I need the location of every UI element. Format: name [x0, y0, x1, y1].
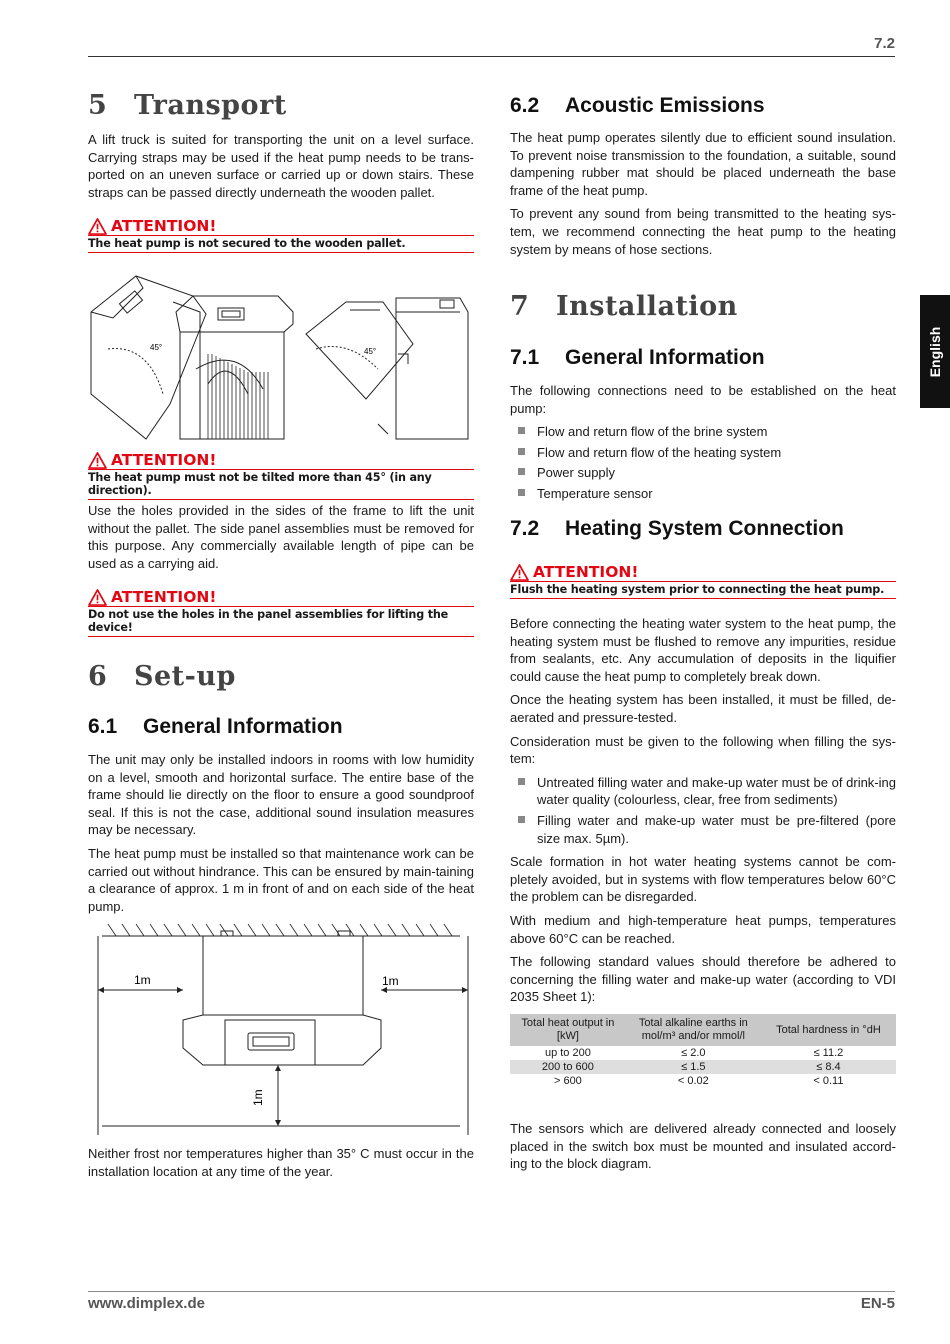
list-item: Temperature sensor [510, 485, 896, 503]
section-number: 7.2 [510, 517, 540, 540]
attention-box-2 [88, 451, 474, 500]
clearance-illustration [88, 920, 474, 1135]
footer-page-number: EN-5 [860, 1295, 895, 1312]
attention-text: The heat pump must not be tilted more than 45° (in any direction). [88, 471, 432, 497]
column-header: Total alkaline earths in mol/m³ and/or mmol/l [626, 1014, 761, 1046]
list-item: Power supply [510, 464, 896, 482]
warning-icon [88, 452, 107, 469]
paragraph: The unit may only be installed indoors in rooms with low humidity on a level, smooth and horizontal surface. The entire base of the frame should lie directly on the floor to ensure a good soundproof seal. If this is not the case, additional sound insulation measures may be necessary. [88, 752, 474, 838]
table-cell: < 0.02 [677, 1075, 709, 1087]
table-cell: ≤ 11.2 [813, 1047, 844, 1059]
footer-url[interactable]: www.dimplex.de [88, 1295, 205, 1312]
attention-text: Do not use the holes in the panel assemblies for lifting the device! [88, 608, 449, 634]
attention-box-1 [88, 217, 474, 253]
attention-label: ATTENTION! [111, 217, 217, 235]
list-item: Filling water and make-up water must be pre-filtered (pore size max. 5µm). [510, 812, 896, 847]
paragraph: The sensors which are delivered already connected and loosely placed in the switch box must be mounted and insulated accord-ing to the block diagram. [510, 1121, 896, 1172]
section-7-heading [510, 291, 896, 322]
section-number: 6.2 [510, 94, 540, 117]
list-item: Flow and return flow of the heating system [510, 444, 896, 462]
paragraph: With medium and high-temperature heat pumps, temperatures above 60°C can be reached. [510, 912, 896, 946]
header-rule [88, 56, 895, 57]
section-title: Heating System Connection [565, 517, 844, 540]
paragraph: Consideration must be given to the following when filling the sys-tem: [510, 733, 896, 767]
table-row [510, 1060, 896, 1074]
attention-text: The heat pump is not secured to the wooden pallet. [88, 237, 406, 250]
paragraph: A lift truck is suited for transporting the unit on a level surface. Carrying straps may be used if the heat pump needs to be trans-ported on an uneven surface or carried up or down stairs. These straps can be passed directly underneath the wooden pallet. [88, 132, 474, 200]
table-row [510, 1046, 896, 1060]
paragraph: To prevent any sound from being transmitted to the heating sys-tem, we recommend connecting the heat pump to the heating system by means of hose sections. [510, 206, 896, 257]
warning-icon [88, 589, 107, 606]
table-row [510, 1074, 896, 1088]
section-title: Acoustic Emissions [565, 94, 765, 117]
table-cell: > 600 [553, 1075, 582, 1087]
paragraph: The heat pump must be installed so that maintenance work can be carried out without hindrance. This can be ensured by main-taining a clearance of approx. 1 m in front of and on each side of the heat pump. [88, 845, 474, 914]
column-header: Total hardness in °dH [761, 1014, 896, 1046]
paragraph: Once the heating system has been installed, it must be filled, de-aerated and pressure-tested. [510, 692, 896, 725]
section-title: Set-up [134, 661, 236, 692]
bullet-icon [518, 427, 525, 434]
clearance-diagram [88, 920, 474, 1135]
page-number: 7.2 [874, 35, 895, 52]
attention-label: ATTENTION! [111, 588, 217, 606]
dimension-left: 1m [134, 973, 151, 987]
lifting-text [88, 502, 474, 578]
language-tab-label: English [927, 326, 943, 377]
section-title: Installation [556, 291, 738, 322]
bullet-icon [518, 778, 525, 785]
section-number: 6 [88, 661, 108, 692]
section-title: General Information [565, 346, 765, 369]
bullet-icon [518, 448, 525, 455]
list-item: Flow and return flow of the brine system [510, 423, 896, 441]
table-cell: ≤ 1.5 [626, 1060, 761, 1074]
table-cell: ≤ 8.4 [761, 1060, 896, 1074]
attention-text: Flush the heating system prior to connecting the heat pump. [510, 583, 885, 596]
section-number: 6.1 [88, 715, 118, 738]
heating-connection-text [510, 615, 896, 1012]
table-cell: < 0.11 [813, 1075, 844, 1087]
section-number: 7.1 [510, 346, 540, 369]
attention-label: ATTENTION! [533, 563, 639, 581]
paragraph: The following connections need to be established on the heat pump: [510, 383, 896, 416]
tilt-illustration [88, 274, 474, 444]
language-tab[interactable] [920, 295, 950, 408]
section-title: Transport [134, 90, 287, 121]
section-7-2-heading [510, 517, 896, 541]
list-item: Untreated filling water and make-up water must be of drink-ing water quality (colourless, clear, free from sediments) [510, 774, 896, 809]
table-header-row [510, 1014, 896, 1046]
paragraph: Neither frost nor temperatures higher than 35° C must occur in the installation location at any time of the year. [88, 1146, 474, 1179]
bullet-icon [518, 816, 525, 823]
warning-icon [88, 218, 107, 235]
transport-text [88, 131, 474, 207]
attention-box-3 [88, 588, 474, 637]
section-6-heading [88, 661, 474, 692]
attention-label: ATTENTION! [111, 451, 217, 469]
column-header: Total heat output in [kW] [510, 1014, 626, 1046]
warning-icon [510, 564, 529, 581]
acoustic-text [510, 129, 896, 264]
section-6-1-heading [88, 715, 474, 739]
paragraph: The heat pump operates silently due to efficient sound insulation. To prevent noise transmission to the foundation, a suitable, sound dampening rubber mat should be placed underneath the base frame of the heat pump. [510, 130, 896, 198]
section-number: 7 [510, 291, 530, 322]
setup-text [88, 751, 474, 921]
table-cell: ≤ 2.0 [681, 1047, 706, 1059]
attention-box-4 [510, 563, 896, 599]
paragraph: Before connecting the heating water system to the heat pump, the heating system must be flushed to remove any impurities, residue from sealants, etc. Any accumulation of deposits in the liquifier could cause the heat pump to completely break down. [510, 616, 896, 684]
filling-list [510, 774, 896, 847]
paragraph: Scale formation in hot water heating systems cannot be com-pletely avoided, but in systems with flow temperatures below 60°C the problem can be disregarded. [510, 854, 896, 905]
section-number: 5 [88, 90, 108, 121]
sensors-text [510, 1120, 896, 1179]
tilt-diagram [88, 274, 474, 444]
section-6-2-heading [510, 94, 896, 118]
paragraph: The following standard values should therefore be adhered to concerning the filling water and make-up water (according to VDI 2035 Sheet 1): [510, 954, 896, 1005]
dimension-right: 1m [382, 974, 399, 988]
dimension-front: 1m [251, 1089, 265, 1106]
section-title: General Information [143, 715, 343, 738]
frost-text [88, 1145, 474, 1186]
installation-text [510, 382, 896, 509]
table-cell: up to 200 [544, 1047, 591, 1059]
angle-label-1: 45° [150, 343, 163, 352]
section-5-heading [88, 90, 474, 121]
connections-list [510, 423, 896, 502]
table-cell: 200 to 600 [510, 1060, 626, 1074]
section-7-1-heading [510, 346, 896, 370]
angle-label-2: 45° [364, 347, 377, 356]
paragraph: Use the holes provided in the sides of the frame to lift the unit without the pallet. The side panel assemblies must be removed for this purpose. Any commercially available length of pipe can be used as a carrying aid. [88, 503, 474, 571]
bullet-icon [518, 489, 525, 496]
water-values-table-wrap [510, 1014, 896, 1088]
bullet-icon [518, 468, 525, 475]
footer-rule [88, 1291, 895, 1292]
water-values-table [510, 1014, 896, 1088]
